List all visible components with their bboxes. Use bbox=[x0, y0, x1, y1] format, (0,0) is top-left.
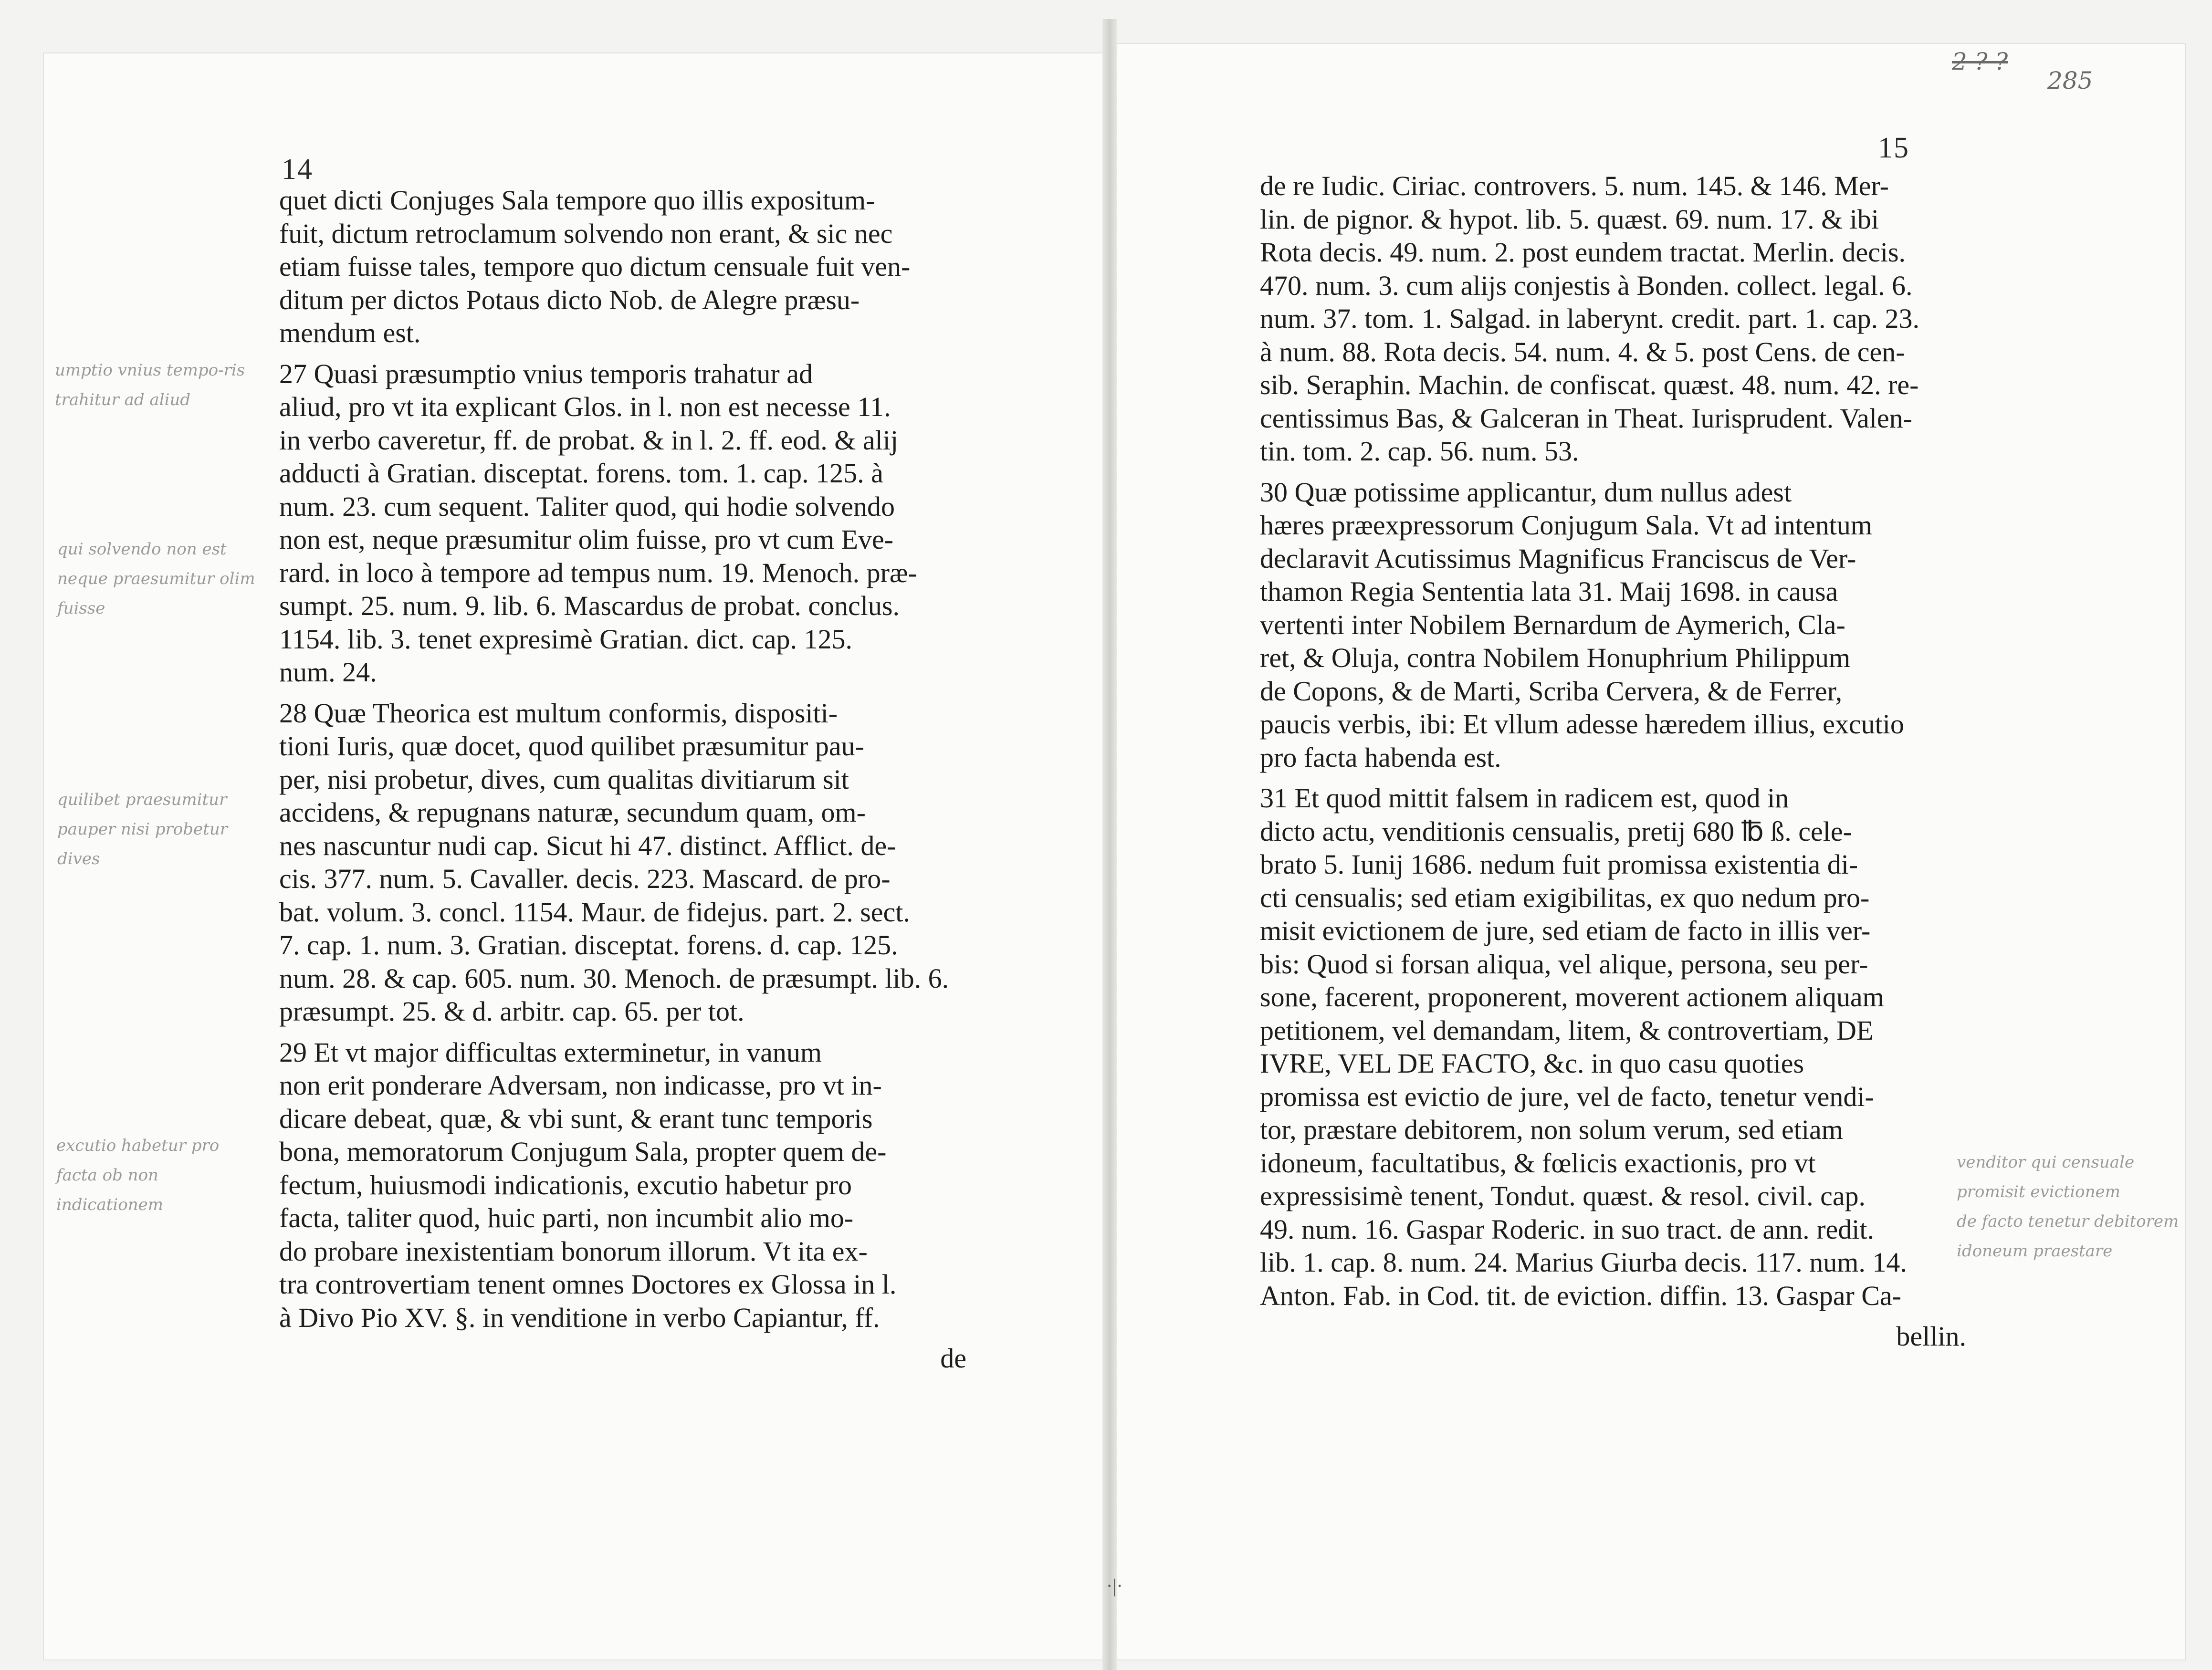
left-page-number: 14 bbox=[282, 153, 313, 186]
book-gutter bbox=[1102, 19, 1117, 1670]
margin-note: umptio vnius tempo-ris trahitur ad aliud bbox=[55, 361, 245, 409]
paragraph: 30 Quæ potissime applicantur, dum nullus adest hæres præexpressorum Conjugum Sala. Vt ad intentum declaravit Acutissimus Magnificus Franciscus de Ver- thamon Regia Sententia lata 31. Maij 1698. in causa vertenti inter Nobilem Bernardum de Aymerich, Cla- ret, & Oluja, contra Nobilem Honuphrium Philippum de Copons, & de Marti, Scriba Cervera, & de Ferrer, paucis verbis, ibi: Et vllum adesse hæredem illius, excutio pro facta habenda est. bbox=[1260, 476, 1904, 773]
paragraph: de re Iudic. Ciriac. controvers. 5. num. 145. & 146. Mer- lin. de pignor. & hypot. lib. 5. quæst. 69. num. 17. & ibi Rota decis. 49. num. 2. post eundem tractat. Merlin. decis. 470. num. 3. cum alijs conjestis à Bonden. collect. legal. 6. num. 37. tom. 1. Salgad. in laberynt. credit. part. 1. cap. 23. à num. 88. Rota decis. 54. num. 4. & 5. post Cens. de cen- sib. Seraphin. Machin. de confiscat. quæst. 48. num. 42. re- centissimus Bas, & Galceran in Theat. Iurisprudent. Valen- tin. tom. 2. cap. 56. num. 53. bbox=[1260, 170, 1920, 467]
margin-note: qui solvendo non est neque praesumitur olim fuisse bbox=[57, 540, 255, 618]
margin-note: quilibet praesumitur pauper nisi probetur dives bbox=[57, 790, 228, 868]
right-page-number: 15 bbox=[1878, 132, 1909, 164]
margin-note: excutio habetur pro facta ob non indicationem bbox=[56, 1136, 220, 1214]
folio-number: 285 bbox=[2047, 67, 2093, 94]
left-page-text bbox=[279, 184, 966, 1375]
paragraph: 31 Et quod mittit falsem in radicem est, quod in dicto actu, venditionis censualis, pretij 680 ℔ ß. cele- brato 5. Iunij 1686. nedum fuit promissa existentia di- cti censualis; sed etiam exigibilitas, ex quo nedum pro- misit evictionem de jure, sed etiam de facto in illis ver- bis: Quod si forsan aliqua, vel alique, persona, seu per- sone, facerent, proponerent, moverent actionem aliquam petitionem, vel demandam, litem, & controvertiam, DE IVRE, VEL DE FACTO, &c. in quo casu quoties promissa est evictio de jure, vel de facto, tenetur vendi- tor, præstare debitorem, non solum verum, sed etiam idoneum, facultatibus, & fœlicis exactionis, pro vt expressisimè tenent, Tondut. quæst. & resol. civil. cap. 49. num. 16. Gaspar Roderic. in suo tract. de ann. redit. lib. 1. cap. 8. num. 24. Marius Giurba decis. 117. num. 14. Anton. Fab. in Cod. tit. de eviction. diffin. 13. Gaspar Ca- bbox=[1260, 783, 1907, 1311]
right-page-text bbox=[1260, 169, 1966, 1353]
folio-number-crossed: 2 ? ? bbox=[1952, 48, 2008, 75]
catchword: bellin. bbox=[1896, 1321, 1966, 1352]
paragraph: quet dicti Conjuges Sala tempore quo illis expositum- fuit, dictum retroclamum solvendo non erant, & sic nec etiam fuisse tales, tempore quo dictum censuale fuit ven- ditum per dictos Potaus dicto Nob. de Alegre præsu- mendum est. bbox=[279, 185, 911, 348]
paragraph: 29 Et vt major difficultas exterminetur, in vanum non erit ponderare Adversam, non indicasse, pro vt in- dicare debeat, quæ, & vbi sunt, & erant tunc temporis bona, memoratorum Conjugum Sala, propter quem de- fectum, huiusmodi indicationis, excutio habetur pro facta, taliter quod, huic parti, non incumbit alio mo- do probare inexistentiam bonorum illorum. Vt ita ex- tra controvertiam tenent omnes Doctores ex Glossa in l. à Divo Pio XV. §. in venditione in verbo Capiantur, ff. bbox=[279, 1036, 897, 1333]
paragraph: 28 Quæ Theorica est multum conformis, dispositi- tioni Iuris, quæ docet, quod quilibet præsumitur pau- per, nisi probetur, dives, cum qualitas divitiarum sit accidens, & repugnans naturæ, secundum quam, om- nes nascuntur nudi cap. Sicut hi 47. distinct. Afflict. de- cis. 377. num. 5. Cavaller. decis. 223. Mascard. de pro- bat. volum. 3. concl. 1154. Maur. de fidejus. part. 2. sect. 7. cap. 1. num. 3. Gratian. disceptat. forens. d. cap. 125. num. 28. & cap. 605. num. 30. Menoch. de præsumpt. lib. 6. præsumpt. 25. & d. arbitr. cap. 65. per tot. bbox=[279, 697, 949, 1027]
binding-thread-mark: ·|· bbox=[1106, 1575, 1123, 1597]
margin-note: venditor qui censuale promisit evictionem de facto tenetur debitorem idoneum praestare bbox=[1957, 1153, 2179, 1261]
paragraph: 27 Quasi præsumptio vnius temporis trahatur ad aliud, pro vt ita explicant Glos. in l. non est necesse 11. in verbo caveretur, ff. de probat. & in l. 2. ff. eod. & alij adducti à Gratian. disceptat. forens. tom. 1. cap. 125. à num. 23. cum sequent. Taliter quod, qui hodie solvendo non est, neque præsumitur olim fuisse, pro vt cum Eve- rard. in loco à tempore ad tempus num. 19. Menoch. præ- sumpt. 25. num. 9. lib. 6. Mascardus de probat. conclus. 1154. lib. 3. tenet expresimè Gratian. dict. cap. 125. num. 24. bbox=[279, 358, 917, 688]
catchword: de bbox=[940, 1343, 966, 1374]
